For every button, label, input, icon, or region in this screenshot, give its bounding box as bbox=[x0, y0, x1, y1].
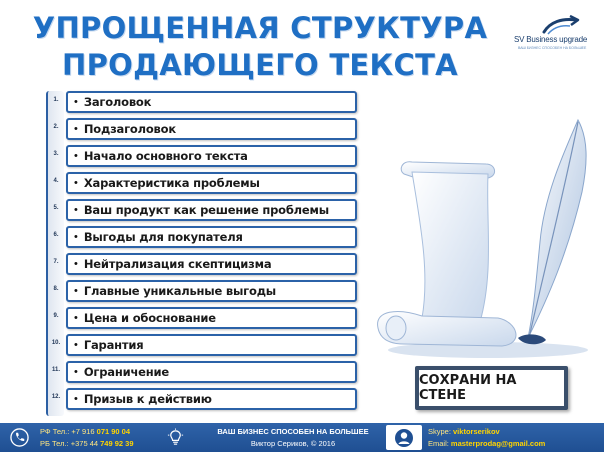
bullet: • bbox=[74, 176, 78, 189]
item-number: 9. bbox=[53, 313, 59, 319]
brand-logo bbox=[510, 14, 600, 54]
footer bbox=[0, 423, 604, 452]
item-label: Ваш продукт как решение проблемы bbox=[83, 203, 329, 217]
item-number: 11. bbox=[51, 367, 60, 373]
list-item bbox=[46, 145, 358, 167]
footer-email bbox=[428, 439, 545, 448]
item-label: Призыв к действию bbox=[83, 392, 212, 406]
list-item bbox=[46, 307, 358, 329]
footer-author: Виктор Сериков, © 2016 bbox=[250, 439, 336, 448]
list-item bbox=[46, 334, 358, 356]
list-item bbox=[46, 361, 358, 383]
bullet: • bbox=[74, 257, 78, 270]
bullet: • bbox=[74, 338, 78, 351]
list-item bbox=[46, 253, 358, 275]
scroll-and-quill-illustration bbox=[368, 112, 604, 362]
bullet: • bbox=[74, 122, 78, 135]
logo-tagline: ВАШ БИЗНЕС СПОСОБЕН НА БОЛЬШЕЕ bbox=[518, 46, 587, 50]
list-item bbox=[46, 172, 358, 194]
item-number: 2. bbox=[53, 124, 59, 130]
item-number: 5. bbox=[53, 205, 59, 211]
footer-slogan: ВАШ БИЗНЕС СПОСОБЕН НА БОЛЬШЕЕ bbox=[217, 427, 369, 436]
item-bar bbox=[66, 307, 357, 329]
title-line-1: УПРОЩЕННАЯ СТРУКТУРА bbox=[32, 11, 488, 45]
bullet: • bbox=[74, 230, 78, 243]
item-label: Гарантия bbox=[83, 338, 144, 352]
bullet: • bbox=[74, 95, 78, 108]
title-line-2: ПРОДАЮЩЕГО ТЕКСТА bbox=[62, 48, 458, 82]
email-value[interactable]: masterprodag@gmail.com bbox=[450, 439, 546, 448]
list-item bbox=[46, 199, 358, 221]
item-label: Подзаголовок bbox=[83, 122, 176, 136]
logo-name: SV Business upgrade bbox=[514, 35, 588, 44]
item-bar bbox=[66, 91, 357, 113]
item-label: Начало основного текста bbox=[83, 149, 248, 163]
phone-rf-label: РФ Тел.: +7 916 bbox=[40, 427, 97, 436]
item-number: 3. bbox=[53, 151, 59, 157]
footer-skype bbox=[428, 427, 500, 436]
list-item bbox=[46, 226, 358, 248]
item-label: Характеристика проблемы bbox=[83, 176, 260, 190]
user-icon-box bbox=[386, 425, 422, 450]
item-bar bbox=[66, 253, 357, 275]
item-bar bbox=[66, 145, 357, 167]
item-number: 7. bbox=[53, 259, 59, 265]
item-label: Цена и обоснование bbox=[83, 311, 216, 325]
list-item bbox=[46, 388, 358, 410]
bullet: • bbox=[74, 203, 78, 216]
item-bar bbox=[66, 388, 357, 410]
item-label: Заголовок bbox=[83, 95, 152, 109]
phone-rb-label: РБ Тел.: +375 44 bbox=[40, 439, 101, 448]
swoosh-logo-icon bbox=[540, 14, 580, 36]
skype-value[interactable]: viktorserikov bbox=[453, 427, 500, 436]
list-item bbox=[46, 91, 358, 113]
item-bar bbox=[66, 199, 357, 221]
item-bar bbox=[66, 334, 357, 356]
bullet: • bbox=[74, 311, 78, 324]
item-bar bbox=[66, 361, 357, 383]
page-title bbox=[0, 10, 520, 84]
item-number: 10. bbox=[51, 340, 61, 346]
bullet: • bbox=[74, 149, 78, 162]
item-number: 4. bbox=[53, 178, 59, 184]
phone-rf-number: 071 90 04 bbox=[96, 427, 131, 436]
phone-icon bbox=[10, 428, 29, 447]
footer-phone-rb bbox=[40, 439, 134, 448]
item-bar bbox=[66, 226, 357, 248]
item-bar bbox=[66, 172, 357, 194]
structure-list bbox=[46, 91, 358, 416]
item-bar bbox=[66, 118, 357, 140]
item-number: 8. bbox=[53, 286, 59, 292]
bullet: • bbox=[74, 284, 78, 297]
item-label: Ограничение bbox=[83, 365, 169, 379]
list-item bbox=[46, 118, 358, 140]
user-icon bbox=[394, 428, 414, 448]
item-label: Выгоды для покупателя bbox=[83, 230, 243, 244]
footer-phone-rf bbox=[40, 427, 130, 436]
item-number: 12. bbox=[51, 394, 61, 400]
lightbulb-icon bbox=[166, 428, 185, 447]
bullet: • bbox=[74, 392, 78, 405]
item-label: Главные уникальные выгоды bbox=[83, 284, 276, 298]
skype-label: Skype: bbox=[428, 427, 454, 436]
item-bar bbox=[66, 280, 357, 302]
phone-rb-number: 749 92 39 bbox=[100, 439, 134, 448]
list-item bbox=[46, 280, 358, 302]
item-number: 6. bbox=[53, 232, 59, 238]
scroll-sheet bbox=[412, 172, 489, 322]
bullet: • bbox=[74, 365, 78, 378]
save-to-wall-button[interactable]: СОХРАНИ НА СТЕНЕ bbox=[415, 366, 568, 410]
item-label: Нейтрализация скептицизма bbox=[83, 257, 272, 271]
email-label: Email: bbox=[428, 439, 451, 448]
item-number: 1. bbox=[53, 97, 59, 103]
